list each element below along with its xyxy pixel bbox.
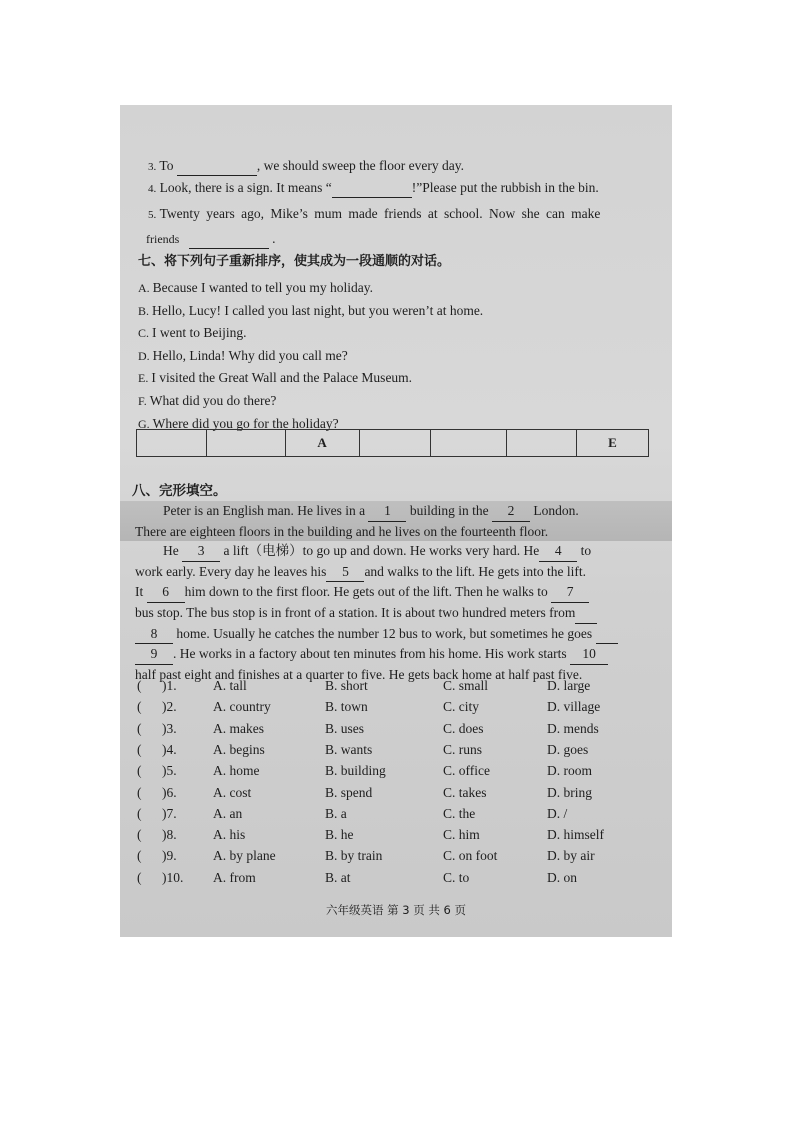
- question-3: [148, 157, 464, 176]
- sentence-letter: A.: [138, 281, 153, 295]
- question-number: )5.: [162, 763, 177, 779]
- sentence-text: I went to Beijing.: [152, 325, 247, 340]
- option-row: [135, 785, 655, 806]
- sentence-text: Hello, Lucy! I called you last night, but you weren’t at home.: [152, 303, 484, 318]
- option-d: D. village: [547, 699, 601, 715]
- passage-text: He: [163, 543, 183, 559]
- passage-text: a lift（电梯）to go up and down. He works very hard. He: [220, 543, 540, 559]
- sentence-letter: E.: [138, 371, 152, 385]
- answer-blank[interactable]: [189, 230, 269, 249]
- passage-text: There are eighteen floors in the building and he lives on the fourteenth floor.: [135, 523, 549, 539]
- question-number: )3.: [162, 720, 177, 736]
- option-c: C. small: [443, 678, 489, 693]
- cloze-blank[interactable]: 8: [135, 624, 173, 645]
- answer-paren[interactable]: (: [137, 848, 142, 864]
- answer-blank[interactable]: [177, 157, 257, 176]
- answer-paren[interactable]: (: [137, 763, 142, 779]
- cloze-blank[interactable]: [596, 624, 618, 645]
- order-row: [137, 430, 649, 457]
- cloze-blank[interactable]: 9: [135, 644, 173, 665]
- option-b: B. building: [325, 763, 386, 779]
- order-cell[interactable]: E: [576, 430, 648, 457]
- option-d: D. himself: [547, 827, 604, 843]
- cloze-passage: [135, 501, 645, 684]
- question-number: )9.: [162, 848, 177, 864]
- option-d: D. room: [547, 763, 592, 779]
- dialogue-sentence: [138, 324, 247, 342]
- option-a: A. makes: [213, 720, 264, 736]
- passage-line: [135, 541, 645, 562]
- option-d: D. by air: [547, 848, 595, 864]
- answer-paren[interactable]: (: [137, 699, 142, 715]
- passage-line: [135, 562, 645, 583]
- passage-line: [135, 624, 645, 645]
- option-b: B. at: [325, 869, 351, 885]
- question-number: 3.: [148, 161, 157, 173]
- page-footer: 六年级英语 第 3 页 共 6 页: [325, 903, 467, 917]
- option-row: [135, 742, 655, 763]
- dialogue-sentence: [138, 279, 373, 297]
- section-8-title: 八、完形填空。: [132, 483, 227, 499]
- question-5: [148, 205, 600, 224]
- option-row: [135, 827, 655, 848]
- passage-text: It: [135, 584, 147, 600]
- option-a: A. by plane: [213, 848, 276, 864]
- option-a: A. tall: [213, 678, 247, 693]
- passage-line: [135, 603, 645, 624]
- option-a: A. cost: [213, 784, 252, 800]
- option-c: C. city: [443, 699, 479, 715]
- passage-text: work early. Every day he leaves his: [135, 563, 327, 579]
- question-number: 5.: [148, 209, 157, 221]
- passage-text: him down to the first floor. He gets out of the lift. Then he walks to: [184, 584, 552, 600]
- sentence-text: What did you do there?: [149, 393, 277, 408]
- option-a: A. an: [213, 805, 243, 821]
- question-text: friends: [146, 232, 180, 246]
- option-b: B. short: [325, 678, 368, 693]
- cloze-blank[interactable]: 10: [570, 644, 608, 665]
- sentence-text: Because I wanted to tell you my holiday.: [152, 280, 373, 295]
- option-row: [135, 870, 655, 891]
- option-b: B. a: [325, 805, 347, 821]
- option-c: C. him: [443, 827, 480, 843]
- question-number: )2.: [162, 699, 177, 715]
- passage-text: and walks to the lift. He gets into the lift.: [364, 563, 587, 579]
- option-a: A. country: [213, 699, 271, 715]
- sentence-text: Where did you go for the holiday?: [152, 416, 339, 431]
- question-number: )1.: [162, 678, 177, 693]
- order-cell[interactable]: [137, 430, 207, 457]
- sentence-text: Hello, Linda! Why did you call me?: [152, 348, 348, 363]
- option-d: D. /: [547, 805, 568, 821]
- order-cell[interactable]: [431, 430, 507, 457]
- option-a: A. home: [213, 763, 260, 779]
- answer-paren[interactable]: (: [137, 720, 142, 736]
- question-text: , we should sweep the floor every day.: [256, 158, 465, 173]
- option-b: B. spend: [325, 784, 373, 800]
- option-row: [135, 806, 655, 827]
- sentence-letter: B.: [138, 304, 153, 318]
- option-row: [135, 699, 655, 720]
- option-row: [135, 848, 655, 869]
- answer-paren[interactable]: (: [137, 827, 142, 843]
- option-b: B. town: [325, 699, 368, 715]
- passage-text: London.: [529, 503, 579, 518]
- question-text: .: [272, 231, 276, 246]
- order-cell[interactable]: [206, 430, 285, 457]
- dialogue-sentence: [138, 369, 412, 387]
- question-4: [148, 179, 599, 198]
- order-cell[interactable]: [359, 430, 431, 457]
- cloze-blank[interactable]: 7: [551, 582, 589, 603]
- cloze-blank[interactable]: 4: [539, 541, 577, 562]
- option-b: B. he: [325, 827, 354, 843]
- cloze-blank[interactable]: [575, 603, 597, 624]
- sentence-text: I visited the Great Wall and the Palace Museum.: [151, 370, 413, 385]
- dialogue-sentence: [138, 302, 483, 320]
- question-number: 4.: [148, 183, 157, 195]
- passage-line: [135, 582, 645, 603]
- order-cell[interactable]: [507, 430, 577, 457]
- dialogue-sentence: [138, 347, 348, 365]
- passage-text: Peter is an English man. He lives in a: [163, 503, 369, 518]
- question-text: To: [159, 158, 174, 173]
- dialogue-sentence: [138, 392, 276, 410]
- option-row: [135, 721, 655, 742]
- question-text: Look, there is a sign. It means “: [159, 180, 332, 195]
- option-d: D. bring: [547, 784, 592, 800]
- exam-page: [120, 105, 672, 937]
- option-c: C. the: [443, 805, 476, 821]
- sentence-letter: D.: [138, 349, 153, 363]
- question-text: Twenty years ago, Mike’s mum made friends at school. Now she can make: [159, 206, 601, 221]
- option-c: C. on foot: [443, 848, 498, 864]
- option-a: A. begins: [213, 741, 265, 757]
- passage-text: . He works in a factory about ten minutes from his home. His work starts: [173, 646, 571, 662]
- option-b: B. uses: [325, 720, 365, 736]
- option-d: D. on: [547, 869, 577, 885]
- question-number: )8.: [162, 827, 177, 843]
- option-c: C. runs: [443, 741, 483, 757]
- answer-paren[interactable]: (: [137, 678, 142, 693]
- order-answer-table: [136, 429, 649, 457]
- question-number: )10.: [162, 869, 184, 885]
- answer-paren[interactable]: (: [137, 784, 142, 800]
- question-5-continued: [146, 230, 275, 249]
- passage-text: to: [577, 543, 592, 559]
- cloze-blank[interactable]: 3: [182, 541, 220, 562]
- question-number: )7.: [162, 805, 177, 821]
- option-b: B. by train: [325, 848, 383, 864]
- answer-paren[interactable]: (: [137, 869, 142, 885]
- passage-text: home. Usually he catches the number 12 bus to work, but sometimes he goes: [173, 625, 596, 641]
- passage-text: half past eight and finishes at a quarter to five. He gets back home at half past five.: [135, 666, 583, 682]
- question-number: )6.: [162, 784, 177, 800]
- option-c: C. takes: [443, 784, 487, 800]
- option-b: B. wants: [325, 741, 373, 757]
- passage-line: [135, 501, 645, 522]
- option-row: [135, 763, 655, 784]
- cloze-blank[interactable]: 6: [147, 582, 185, 603]
- section-7-title: 七、将下列句子重新排序，使其成为一段通顺的对话。: [138, 254, 451, 269]
- sentence-letter: C.: [138, 326, 153, 340]
- option-c: C. does: [443, 720, 484, 736]
- option-c: C. to: [443, 869, 470, 885]
- question-number: )4.: [162, 741, 177, 757]
- option-d: D. mends: [547, 720, 599, 736]
- option-a: A. his: [213, 827, 246, 843]
- order-cell[interactable]: A: [285, 430, 359, 457]
- passage-line: [135, 644, 645, 665]
- answer-blank[interactable]: [332, 179, 412, 198]
- option-d: D. large: [547, 678, 591, 693]
- sentence-letter: F.: [138, 394, 150, 408]
- option-d: D. goes: [547, 741, 589, 757]
- option-row: [135, 678, 655, 699]
- question-text: !”Please put the rubbish in the bin.: [411, 180, 599, 195]
- passage-line: [135, 522, 645, 542]
- cloze-blank[interactable]: 5: [326, 562, 364, 583]
- answer-paren[interactable]: (: [137, 741, 142, 757]
- passage-text: building in the: [406, 503, 492, 518]
- cloze-blank[interactable]: 2: [492, 501, 530, 522]
- option-a: A. from: [213, 869, 256, 885]
- sentence-letter: G.: [138, 417, 153, 431]
- passage-text: bus stop. The bus stop is in front of a station. It is about two hundred meters from: [135, 604, 576, 620]
- option-c: C. office: [443, 763, 490, 779]
- cloze-blank[interactable]: 1: [368, 501, 406, 522]
- answer-paren[interactable]: (: [137, 805, 142, 821]
